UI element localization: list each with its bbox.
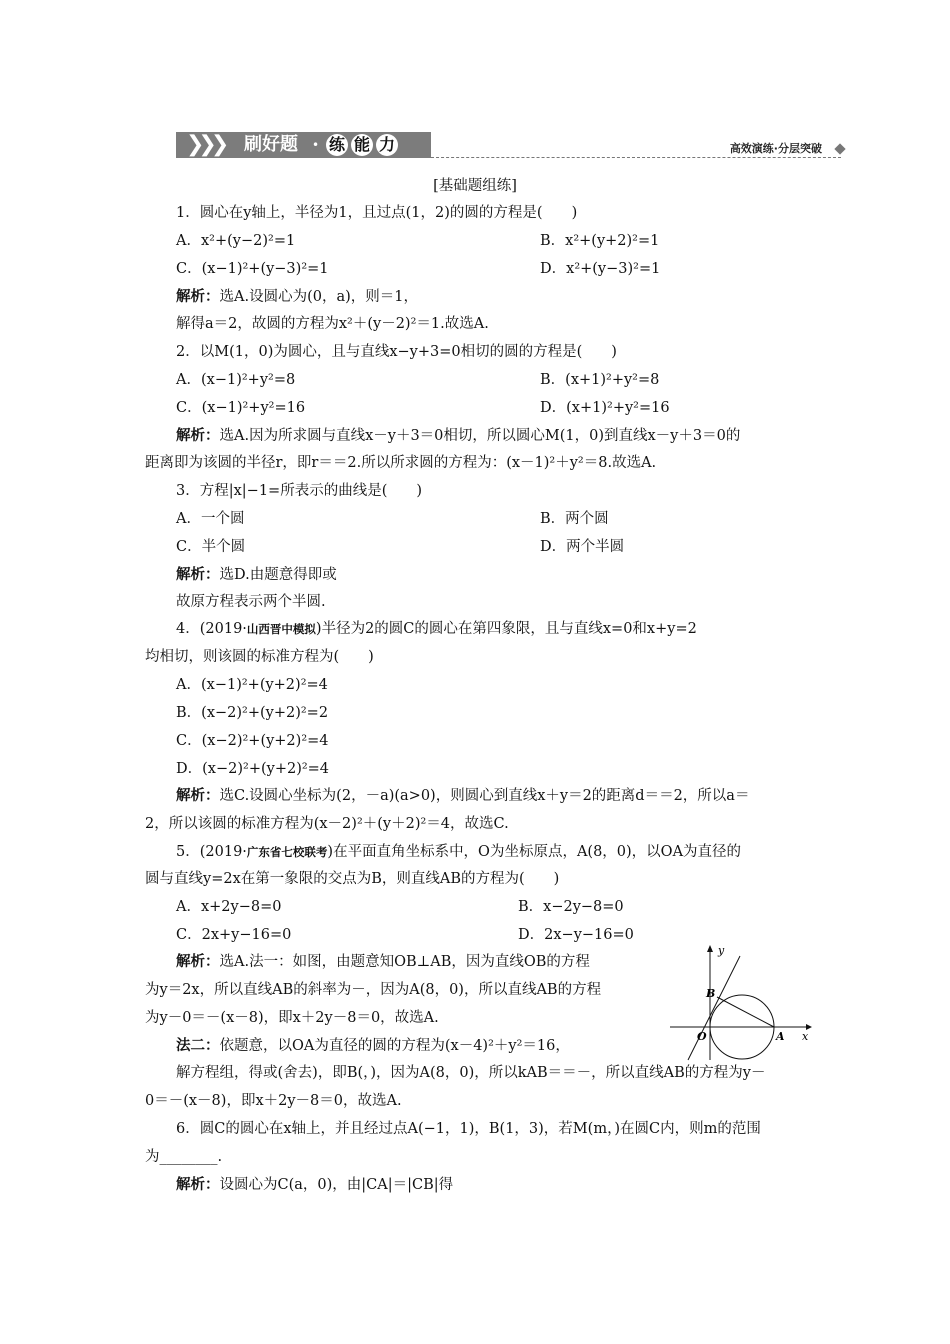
- label-b: B: [706, 987, 716, 1000]
- chevron-right-icon: ❯❯❯: [186, 132, 224, 157]
- option-c: C．(x−1)²+y²=16: [176, 400, 306, 416]
- solution-line: 为y－0＝－(x－8)，即x＋2y－8＝0，故选A.: [145, 1010, 439, 1026]
- header-separator: •: [312, 138, 320, 152]
- solution: 解析：选D.由题意得即或: [176, 566, 337, 583]
- section-title: [基础题组练]: [433, 178, 517, 194]
- source-tag: 广东省七校联考: [246, 845, 328, 859]
- label-x: x: [802, 1030, 809, 1043]
- solution: 解析：设圆心为C(a，0)，由|CA|＝|CB|得: [176, 1176, 454, 1193]
- option-b: B．两个圆: [540, 511, 609, 527]
- question-6: 6．圆C的圆心在x轴上，并且经过点A(−1，1)，B(1，3)，若M(m，)在圆C内，则m的范围: [176, 1121, 761, 1137]
- option-b: B．(x+1)²+y²=8: [540, 372, 660, 388]
- option-a: A．x+2y−8=0: [176, 899, 282, 915]
- geometry-figure: [666, 944, 812, 1062]
- question-1: 1．圆心在y轴上，半径为1，且过点(1，2)的圆的方程是( ): [176, 205, 578, 221]
- question-stem: 方程|x|−1=所表示的曲线是( ): [199, 483, 423, 499]
- option-d: D．两个半圆: [540, 539, 625, 555]
- solution: 解析：选C.设圆心坐标为(2，－a)(a>0)，则圆心到直线x＋y＝2的距离d＝＝2，所以a＝: [176, 787, 750, 804]
- question-4: 4．(2019·山西晋中模拟)半径为2的圆C的圆心在第四象限，且与直线x=0和x+y=2: [176, 621, 697, 637]
- option-a: A．一个圆: [176, 511, 245, 527]
- question-stem: 圆心在y轴上，半径为1，且过点(1，2)的圆的方程是( ): [199, 205, 578, 221]
- option-d: D．(x+1)²+y²=16: [540, 400, 670, 416]
- header-char: 练: [326, 134, 348, 156]
- solution-line: 为y＝2x，所以直线AB的斜率为－，因为A(8，0)，所以直线AB的方程: [145, 982, 602, 998]
- option-b: B．(x−2)²+(y+2)²=2: [176, 705, 329, 721]
- question-2: 2．以M(1，0)为圆心，且与直线x−y+3=0相切的圆的方程是( ): [176, 344, 617, 360]
- option-c: C．2x+y−16=0: [176, 927, 292, 943]
- solution: 解析：选A.法一：如图，由题意知OB⊥AB，因为直线OB的方程: [176, 953, 590, 970]
- option-d: D．x²+(y−3)²=1: [540, 261, 661, 277]
- label-y: y: [718, 944, 725, 957]
- option-d: D．(x−2)²+(y+2)²=4: [176, 761, 330, 777]
- question-3: 3．方程|x|−1=所表示的曲线是( ): [176, 483, 423, 499]
- header-rule: [431, 157, 841, 158]
- header-section-a: 刷好题: [244, 134, 298, 155]
- page-header: [176, 126, 846, 162]
- option-c: C．(x−2)²+(y+2)²=4: [176, 733, 329, 749]
- question-stem-line: 均相切，则该圆的标准方程为( ): [145, 649, 374, 665]
- segment-ab: [717, 997, 774, 1027]
- solution-method-2: 法二：依题意，以OA为直径的圆的方程为(x－4)²＋y²＝16，: [176, 1037, 570, 1054]
- option-b: B．x²+(y+2)²=1: [540, 233, 660, 249]
- solution-line: 解得a＝2，故圆的方程为x²＋(y－2)²＝1.故选A.: [176, 316, 489, 332]
- question-5: 5．(2019·广东省七校联考)在平面直角坐标系中，O为坐标原点，A(8，0)，以OA为直径的: [176, 844, 742, 860]
- line-y-2x: [688, 956, 740, 1060]
- question-stem-line: 圆与直线y=2x在第一象限的交点为B，则直线AB的方程为( ): [145, 871, 560, 887]
- header-char: 力: [376, 134, 398, 156]
- label-o: O: [697, 1030, 707, 1043]
- option-b: B．x−2y−8=0: [518, 899, 624, 915]
- label-a: A: [776, 1030, 785, 1043]
- y-axis-arrow: [707, 945, 713, 952]
- diamond-icon: [834, 143, 845, 154]
- header-right-tag: 高效演练·分层突破: [729, 142, 822, 155]
- question-stem: 以M(1，0)为圆心，且与直线x−y+3=0相切的圆的方程是( ): [199, 344, 617, 360]
- solution-line: 故原方程表示两个半圆.: [176, 594, 326, 610]
- option-a: A．(x−1)²+(y+2)²=4: [176, 677, 328, 693]
- header-section-b: [326, 134, 401, 156]
- option-d: D．2x−y−16=0: [518, 927, 634, 943]
- solution-line: 0＝－(x－8)，即x＋2y－8＝0，故选A.: [145, 1093, 402, 1109]
- option-c: C．半个圆: [176, 539, 246, 555]
- solution: 解析：选A.设圆心为(0，a)，则＝1，: [176, 288, 418, 305]
- solution-line: 2，所以该圆的标准方程为(x－2)²＋(y＋2)²＝4，故选C.: [145, 816, 509, 832]
- option-c: C．(x−1)²+(y−3)²=1: [176, 261, 329, 277]
- solution-line: 距离即为该圆的半径r，即r＝＝2.所以所求圆的方程为：(x－1)²＋y²＝8.故选A.: [145, 455, 657, 471]
- question-stem-line: 为________.: [145, 1149, 223, 1165]
- option-a: A．x²+(y−2)²=1: [176, 233, 296, 249]
- solution-line: 解方程组，得或(舍去)，即B(，)，因为A(8，0)，所以kAB＝＝－，所以直线AB的方程为y－: [176, 1065, 766, 1081]
- header-char: 能: [351, 134, 373, 156]
- source-tag: 山西晋中模拟: [246, 622, 316, 636]
- solution: 解析：选A.因为所求圆与直线x－y＋3＝0相切，所以圆心M(1，0)到直线x－y＋3＝0的: [176, 427, 741, 444]
- option-a: A．(x−1)²+y²=8: [176, 372, 296, 388]
